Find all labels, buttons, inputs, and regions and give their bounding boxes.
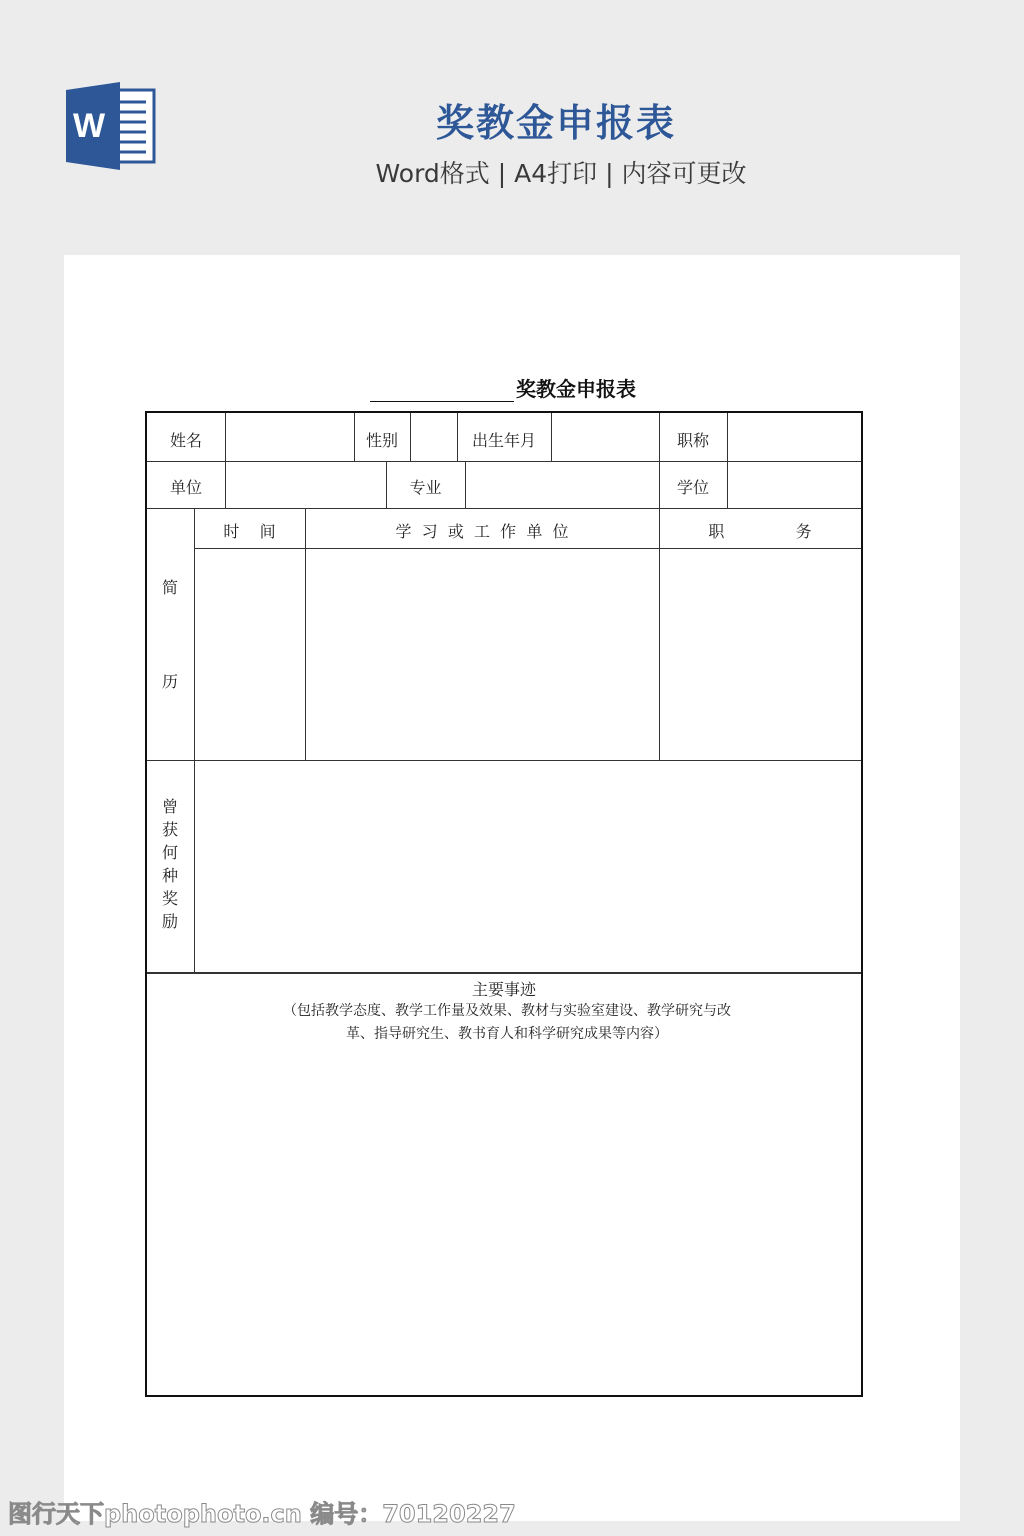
watermark: 图行天下photophoto.cn 编号：70120227 xyxy=(8,1500,516,1528)
awards-label-char: 曾 xyxy=(161,797,178,816)
deeds-title: 主要事迹 xyxy=(471,980,536,999)
resume-label-1: 简 xyxy=(161,578,178,597)
title-blank-line[interactable] xyxy=(370,379,514,402)
deeds-note: （包括教学态度、教学工作量及效果、教材与实验室建设、教学研究与改革、指导研究生、教书育人和科学研究成果等内容） xyxy=(283,1003,731,1042)
page-subtitle: Word格式 | A4打印 | 内容可更改 xyxy=(375,159,747,188)
awards-label-char: 种 xyxy=(161,866,178,885)
awards-label xyxy=(160,795,180,933)
word-icon-letter: W xyxy=(72,107,106,145)
awards-label-char: 获 xyxy=(161,820,178,839)
job-title-label: 职称 xyxy=(676,431,709,450)
resume-label-2: 历 xyxy=(161,672,178,691)
row-divider xyxy=(147,508,861,509)
name-field[interactable] xyxy=(226,414,353,460)
resume-position-header: 职 务 xyxy=(708,522,812,541)
gender-label: 性别 xyxy=(365,431,398,450)
page-title: 奖教金申报表 xyxy=(435,101,676,145)
awards-label-char: 奖 xyxy=(161,889,178,908)
resume-time-header: 时 间 xyxy=(223,522,276,541)
unit-field[interactable] xyxy=(226,462,385,507)
degree-label: 学位 xyxy=(676,478,709,497)
page-header xyxy=(0,0,1024,240)
resume-time-field[interactable] xyxy=(195,549,304,759)
unit-label: 单位 xyxy=(169,478,202,497)
major-label: 专业 xyxy=(409,478,442,497)
name-label: 姓名 xyxy=(169,431,202,450)
resume-position-field[interactable] xyxy=(660,549,860,759)
awards-label-char: 何 xyxy=(161,843,178,862)
form-title xyxy=(370,373,670,402)
deeds-section[interactable] xyxy=(147,974,861,1395)
job-title-field[interactable] xyxy=(728,414,860,460)
application-form-table xyxy=(145,411,863,1397)
awards-field[interactable] xyxy=(195,761,860,971)
resume-unit-field[interactable] xyxy=(306,549,658,759)
awards-label-char: 励 xyxy=(161,912,178,931)
major-field[interactable] xyxy=(466,462,658,507)
form-title-text: 奖教金申报表 xyxy=(516,377,636,401)
resume-unit-header: 学 习 或 工 作 单 位 xyxy=(395,522,569,541)
gender-field[interactable] xyxy=(411,414,456,460)
birth-label: 出生年月 xyxy=(471,431,536,450)
degree-field[interactable] xyxy=(728,462,860,507)
birth-field[interactable] xyxy=(552,414,658,460)
